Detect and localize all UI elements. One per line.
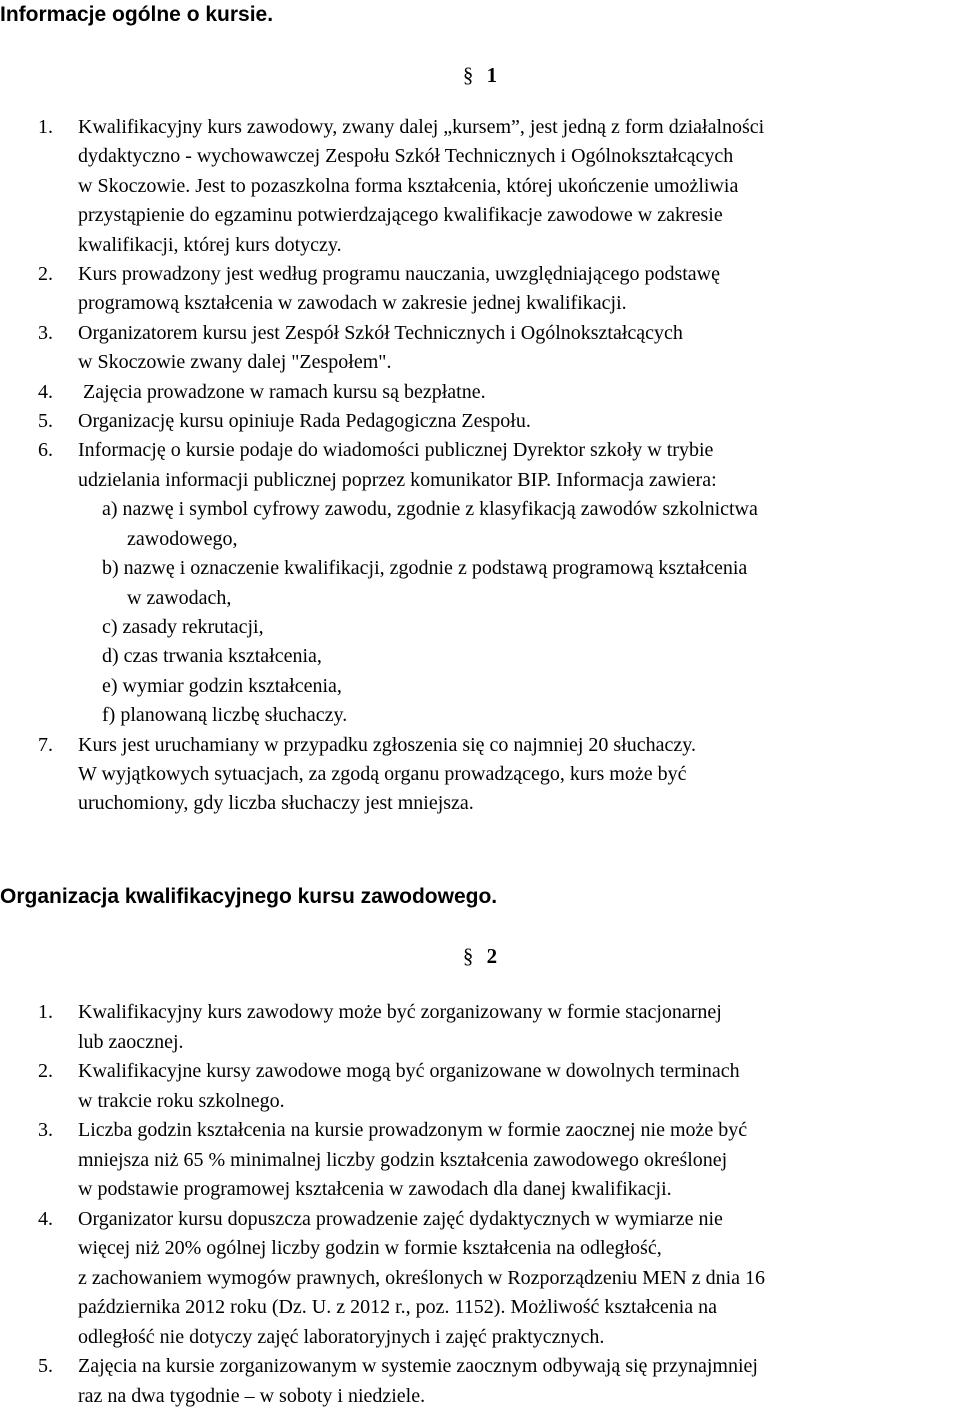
sub-list-item <box>102 554 960 613</box>
item-number: 3. <box>38 321 53 344</box>
sub-list-item <box>102 701 960 730</box>
item-text-line: Informację o kursie podaje do wiadomości publicznej Dyrektor szkoły w trybie <box>78 439 714 462</box>
item-text-line: uruchomiony, gdy liczba słuchaczy jest mniejsza. <box>78 792 474 815</box>
item-text-line: Kurs jest uruchamiany w przypadku zgłoszenia się co najmniej 20 słuchaczy. <box>78 733 696 756</box>
sub-item-text-line: f) planowaną liczbę słuchaczy. <box>102 704 348 727</box>
sub-list-item <box>102 495 960 554</box>
item-number: 4. <box>38 380 53 403</box>
list-item <box>38 407 960 436</box>
item-number: 5. <box>38 1355 53 1377</box>
item-text-line: Kwalifikacyjny kurs zawodowy, zwany dalej „kursem”, jest jedną z form działalności <box>78 116 765 138</box>
list-item <box>38 1116 960 1205</box>
sub-list-item <box>102 613 960 642</box>
item-text-line: w podstawie programowej kształcenia w zawodach dla danej kwalifikacji. <box>78 1178 672 1200</box>
list-item <box>38 1057 960 1116</box>
sub-list-item <box>102 642 960 671</box>
sub-item-text-line: a) nazwę i symbol cyfrowy zawodu, zgodnie z klasyfikacją zawodów szkolnictwa <box>102 498 758 521</box>
section-2-heading: Organizacja kwalifikacyjnego kursu zawodowego. <box>0 885 498 908</box>
item-text-line: Kwalifikacyjne kursy zawodowe mogą być organizowane w dowolnych terminach <box>78 1060 740 1082</box>
list-item <box>38 260 960 319</box>
sub-list-item <box>102 672 960 701</box>
item-number: 1. <box>38 1001 53 1023</box>
item-text-line: kwalifikacji, której kurs dotyczy. <box>78 233 342 256</box>
section-1-list <box>38 113 960 819</box>
item-number: 4. <box>38 1207 53 1230</box>
item-text-line: października 2012 roku (Dz. U. z 2012 r., poz. 1152). Możliwość kształcenia na <box>78 1296 718 1318</box>
item-text-line: odległość nie dotyczy zajęć laboratoryjnych i zajęć praktycznych. <box>78 1325 605 1348</box>
item-number: 1. <box>38 116 53 138</box>
sub-item-text-line: w zawodach, <box>127 586 232 609</box>
list-item <box>38 1352 960 1411</box>
item-text-line: programową kształcenia w zawodach w zakresie jednej kwalifikacji. <box>78 292 627 315</box>
section-2-list <box>38 998 960 1411</box>
item-text-line: Kwalifikacyjny kurs zawodowy może być zorganizowany w formie stacjonarnej <box>78 1001 722 1023</box>
item-text-line: dydaktyczno - wychowawczej Zespołu Szkół Technicznych i Ogólnokształcących <box>78 145 734 168</box>
list-item <box>38 731 960 819</box>
paragraph-number: 2 <box>486 944 498 968</box>
list-item <box>38 113 960 260</box>
item-text-line: Liczba godzin kształcenia na kursie prowadzonym w formie zaocznej nie może być <box>78 1119 748 1141</box>
list-item <box>38 998 960 1057</box>
item-number: 7. <box>38 733 53 756</box>
sub-item-text-line: e) wymiar godzin kształcenia, <box>102 674 342 697</box>
paragraph-1-marker <box>0 62 960 88</box>
paragraph-number: 1 <box>486 63 498 87</box>
paragraph-sign: § <box>462 63 474 87</box>
item-number: 3. <box>38 1119 53 1141</box>
sub-item-text-line: c) zasady rekrutacji, <box>102 615 264 638</box>
item-number: 2. <box>38 1060 53 1082</box>
item-text-line: mniejsza niż 65 % minimalnej liczby godzin kształcenia zawodowego określonej <box>78 1148 728 1171</box>
list-item <box>38 378 960 407</box>
list-item <box>38 1205 960 1353</box>
sub-item-text-line: b) nazwę i oznaczenie kwalifikacji, zgodnie z podstawą programową kształcenia <box>102 557 748 580</box>
list-item <box>38 319 960 378</box>
item-text-line: Zajęcia na kursie zorganizowanym w systemie zaocznym odbywają się przynajmniej <box>78 1355 758 1377</box>
item-number: 2. <box>38 263 53 286</box>
item-text-line: Organizator kursu dopuszcza prowadzenie zajęć dydaktycznych w wymiarze nie <box>78 1207 723 1230</box>
item-text-line: lub zaocznej. <box>78 1030 184 1053</box>
section-1-heading: Informacje ogólne o kursie. <box>0 3 274 26</box>
item-text-line: Kurs prowadzony jest według programu nauczania, uwzględniającego podstawę <box>78 263 721 286</box>
item-text-line: przystąpienie do egzaminu potwierdzającego kwalifikacje zawodowe w zakresie <box>78 204 723 227</box>
item-number: 6. <box>38 439 53 462</box>
item-text-line: Organizację kursu opiniuje Rada Pedagogiczna Zespołu. <box>78 410 531 433</box>
item-number: 5. <box>38 410 53 433</box>
item-text-line: w Skoczowie. Jest to pozaszkolna forma kształcenia, której ukończenie umożliwia <box>78 174 739 197</box>
sub-item-text-line: d) czas trwania kształcenia, <box>102 645 322 668</box>
paragraph-2-marker <box>0 943 960 969</box>
list-item <box>38 436 960 495</box>
item-text-line: w trakcie roku szkolnego. <box>78 1089 285 1112</box>
item-text-line: W wyjątkowych sytuacjach, za zgodą organu prowadzącego, kurs może być <box>78 762 687 785</box>
item-text-line: raz na dwa tygodnie – w soboty i niedziele. <box>78 1384 426 1407</box>
item-text-line: w Skoczowie zwany dalej "Zespołem". <box>78 351 392 374</box>
item-text-line: Zajęcia prowadzone w ramach kursu są bezpłatne. <box>78 380 486 403</box>
item-text-line: Organizatorem kursu jest Zespół Szkół Technicznych i Ogólnokształcących <box>78 321 683 344</box>
item-text-line: udzielania informacji publicznej poprzez komunikator BIP. Informacja zawiera: <box>78 468 717 491</box>
item-text-line: z zachowaniem wymogów prawnych, określonych w Rozporządzeniu MEN z dnia 16 <box>78 1266 766 1289</box>
sub-item-text-line: zawodowego, <box>127 527 238 550</box>
item-text-line: więcej niż 20% ogólnej liczby godzin w formie kształcenia na odległość, <box>78 1237 662 1259</box>
paragraph-sign: § <box>462 944 474 968</box>
